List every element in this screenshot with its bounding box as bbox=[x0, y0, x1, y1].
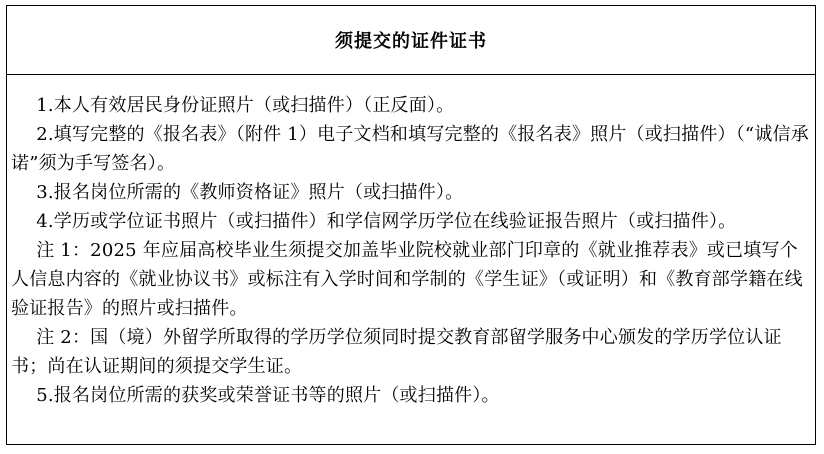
requirement-item: 3.报名岗位所需的《教师资格证》照片（或扫描件）。 bbox=[36, 182, 464, 203]
requirement-item: 5.报名岗位所需的获奖或荣誉证书等的照片（或扫描件）。 bbox=[36, 385, 500, 406]
requirement-item: 4.学历或学位证书照片（或扫描件）和学信网学历学位在线验证报告照片（或扫描件）。 bbox=[36, 211, 737, 232]
table-body bbox=[7, 75, 815, 410]
requirement-note: 注 2：国（境）外留学所取得的学历学位须同时提交教育部留学服务中心颁发的学历学位认证书；尚在认证期间的须提交学生证。 bbox=[11, 327, 782, 377]
requirement-item: 1.本人有效居民身份证照片（或扫描件）（正反面）。 bbox=[36, 95, 455, 116]
requirement-note: 注 1：2025 年应届高校毕业生须提交加盖毕业院校就业部门印章的《就业推荐表》或已填写个人信息内容的《就业协议书》或标注有入学时间和学制的《学生证》（或证明）和《教育部学籍在线验证报告》的照片或扫描件。 bbox=[11, 240, 803, 319]
table-title: 须提交的证件证书 bbox=[335, 31, 487, 52]
table-header bbox=[7, 6, 815, 75]
requirements-table bbox=[6, 5, 816, 445]
requirement-item: 2.填写完整的《报名表》（附件 1）电子文档和填写完整的《报名表》照片（或扫描件）（“诚信承诺”须为手写签名）。 bbox=[11, 124, 809, 174]
